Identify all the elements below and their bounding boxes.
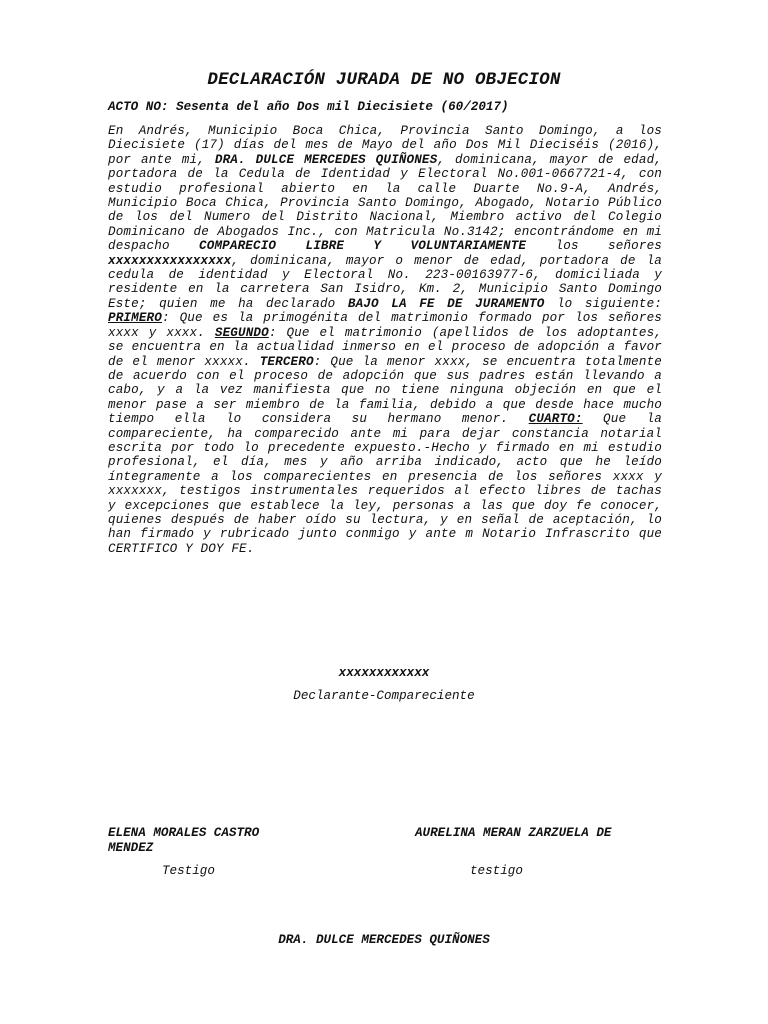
witness-1-role: Testigo [162,864,215,878]
declarant-signature-role: Declarante-Compareciente [293,689,475,703]
body-text-4: , dominicana, mayor o menor de edad, portadora de la cedula de identidad y Electoral No. 223-00163977-6, domiciliada y residente en la carretera San Isidro, Km. 2, Municipio Santo Domingo Este; quien me ha declarado [108,253,662,311]
document-title: DECLARACIÓN JURADA DE NO OBJECION [207,70,561,90]
acto-number: ACTO NO: Sesenta del año Dos mil Diecisiete (60/2017) [108,100,509,114]
cuarto-heading: CUARTO: [528,412,583,427]
body-text-3: los señores [526,239,662,254]
body-text-8: : Que la menor xxxx, se encuentra totalmente de acuerdo con el proceso de adopción que sus padres están llevando a cabo, y a la vez manifiesta que no tiene ninguna objeción en que el menor pase a ser miembro de la familia, debido a que desde hace mucho tiempo ella lo considera su hermano menor. [108,354,662,427]
notary-signature-name: DRA. DULCE MERCEDES QUIÑONES [278,933,490,947]
declaration-body [108,124,662,556]
tercero-heading: TERCERO [259,354,314,369]
witness-1-name: ELENA MORALES CASTRO MENDEZ [108,826,260,855]
declarant-name-inline: xxxxxxxxxxxxxxxx [108,253,232,268]
witness-2-role: testigo [470,864,523,878]
body-text-2: , dominicana, mayor de edad, portadora de la Cedula de Identidad y Electoral No.001-0667721-4, con estudio profesional abierto en la calle Duarte No.9-A, Andrés, Municipio Boca Chica, Provincia Santo Domingo, Abogado, Notario Público de los del Numero del Distrito Nacional, Miembro activo del Colegio Dominicano de Abogados Inc., con Matricula No.3142; encontrándome en mi despacho [108,152,663,254]
bajo-fe-phrase: BAJO LA FE DE JURAMENTO [347,296,545,311]
witness-2-name: AURELINA MERAN ZARZUELA DE [415,826,612,840]
body-text-9: Que la compareciente, ha comparecido ante mi para dejar constancia notarial escrita por todo lo precedente expuesto.-Hecho y firmado en mi estudio profesional, el día, mes y año arriba indicado, acto que he leído íntegramente a los comparecientes en presencia de los señores xxxx y xxxxxxx, testigos instrumentales requeridos al efecto libres de tachas y excepciones que establece la ley, personas a las que doy fe conocer, quienes después de haber oído su lectura, y en señal de aceptación, lo han firmado y rubricado junto conmigo y ante m Notario Infrascrito que CERTIFICO Y DOY FE. [108,412,663,556]
body-text-1: En Andrés, Municipio Boca Chica, Provincia Santo Domingo, a los Diecisiete (17) días del mes de Mayo del año Dos Mil Dieciséis (2016), por ante mi, [108,124,662,167]
notary-name-inline: DRA. DULCE MERCEDES QUIÑONES [214,152,438,167]
declarant-signature-name: xxxxxxxxxxxx [338,666,430,680]
comparecio-phrase: COMPARECIO LIBRE Y VOLUNTARIAMENTE [199,239,527,254]
body-text-7: : Que el matrimonio (apellidos de los adoptantes, se encuentra en la actualidad inmerso en el proceso de adopción a favor de el menor xxxxx. [108,325,662,369]
segundo-heading: SEGUNDO [214,325,269,340]
body-text-6: : Que es la primogénita del matrimonio formado por los señores xxxx y xxxx. [108,311,662,340]
primero-heading: PRIMERO [108,311,162,326]
body-text-5: lo siguiente: [544,296,662,311]
